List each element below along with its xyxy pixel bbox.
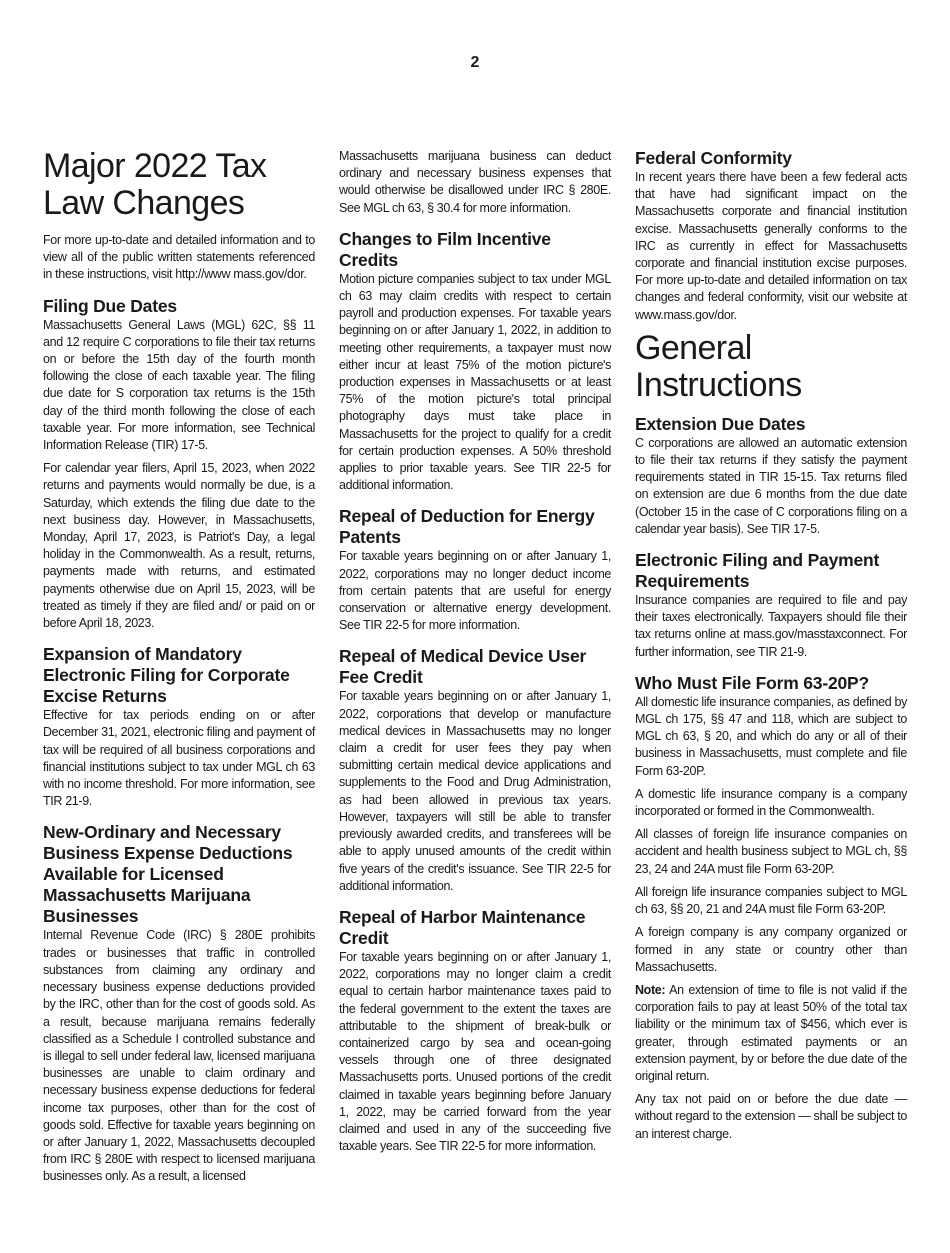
who-paragraph-3: All classes of foreign life insurance companies on accident and health business subject to MGL ch, §§ 23, 24 and 24A must file Form 63-20P. xyxy=(635,827,907,876)
marijuana-paragraph: Internal Revenue Code (IRC) § 280E prohibits trades or businesses that traffic in controlled substances from claiming any ordinary and necessary business expense deductions provided by the IRC, other than for the cost of goods sold. As a result, because marijuana remains federally classified as a Schedule I controlled substance and is illegal to sell under federal law, licensed marijuana businesses are unable to claim ordinary and necessary business expense deductions for federal income tax purposes, other than for the cost of goods sold. Effective for taxable years beginning on or after January 1, 2022, Massachusetts decoupled from IRC § 280E with respect to licensed marijuana businesses only. As a result, a licensed xyxy=(43,928,315,1184)
column-2 xyxy=(339,148,611,1161)
electronic-filing-heading: Electronic Filing and Payment Requirements xyxy=(635,550,880,592)
who-must-file-heading: Who Must File Form 63-20P? xyxy=(635,672,869,693)
federal-conformity-paragraph: In recent years there have been a few federal acts that have had significant impact on the Massachusetts corporate and financial institution excise. Massachusetts generally conforms to the IRC as currently in effect for Massachusetts corporate and financial institution excise purposes. For more up-to-date and detailed information on tax changes and federal conformity, visit our website at www.mass.gov/dor. xyxy=(635,170,907,322)
note-paragraph xyxy=(635,982,907,1085)
note-text: An extension of time to file is not valid if the corporation fails to pay at least 50% of the total tax liability or the minimum tax of $456, which ever is greater, through estimated payments or an extension payment, by or before the due date of the original return. xyxy=(635,982,907,1083)
general-instructions-title: General Instructions xyxy=(635,328,802,404)
filing-due-dates-heading: Filing Due Dates xyxy=(43,295,177,316)
harbor-paragraph: For taxable years beginning on or after January 1, 2022, corporations may no longer claim a credit equal to certain harbor maintenance taxes paid to the federal government to the extent the taxes are attributable to the shipment of break-bulk or containerized cargo by sea and ocean-going vessels through one of three designated Massachusetts ports. Unused portions of the credit claimed in taxable years beginning before January 1, 2022, may be carried forward from the year claimed and used in any of the succeeding five taxable years. See TIR 22-5 for more information. xyxy=(339,949,611,1154)
expansion-paragraph: Effective for tax periods ending on or after December 31, 2021, electronic filing and payment of tax will be required of all business corporations and financial institutions subject to tax under MGL ch 63 with no income threshold. For more information, see TIR 21-9. xyxy=(43,708,315,809)
major-changes-title: Major 2022 Tax Law Changes xyxy=(43,147,267,222)
who-paragraph-5: A foreign company is any company organized or formed in any state or country other than Massachusetts. xyxy=(635,925,907,974)
who-paragraph-1: All domestic life insurance companies, as defined by MGL ch 175, §§ 47 and 118, which are subject to MGL ch 63, § 20, and which do any or all of their business in Massachusetts, must complete and file Form 63-20P. xyxy=(635,694,907,778)
who-paragraph-4: All foreign life insurance companies subject to MGL ch 63, §§ 20, 21 and 24A must file Form 63-20P. xyxy=(635,884,907,917)
extension-due-dates-heading: Extension Due Dates xyxy=(635,413,806,434)
energy-patents-paragraph: For taxable years beginning on or after January 1, 2022, corporations may no longer deduct income from certain patents that are useful for energy conservation or alternative energy development. See TIR 22-5 for more information. xyxy=(339,549,611,633)
federal-conformity-heading: Federal Conformity xyxy=(635,148,792,168)
marijuana-continued-paragraph: Massachusetts marijuana business can deduct ordinary and necessary business expenses that would otherwise be disallowed under IRC § 280E. See MGL ch 63, § 30.4 for more information. xyxy=(339,149,611,215)
intro-paragraph: For more up-to-date and detailed information and to view all of the public written statements referenced in these instructions, visit http://www mass.gov/dor. xyxy=(43,233,315,282)
column-1 xyxy=(43,148,315,1192)
note-label: Note: xyxy=(635,982,666,997)
harbor-heading: Repeal of Harbor Maintenance Credit xyxy=(339,906,586,948)
page-number: 2 xyxy=(470,54,480,71)
expansion-heading: Expansion of Mandatory Electronic Filing for Corporate Excise Returns xyxy=(43,644,290,707)
medical-device-paragraph: For taxable years beginning on or after January 1, 2022, corporations that develop or manufacture medical devices in Massachusetts may no longer claim a credit for user fees they pay when submitting certain medical device applications and supplements to the Food and Drug Administration, as had been allowed in previous tax years. However, taxpayers will still be able to transfer previously awarded credits, and transferees will be able to apply unused amounts of the credit within five years of the credit's issuance. See TIR 22-5 for additional information. xyxy=(339,689,611,893)
electronic-filing-paragraph: Insurance companies are required to file and pay their taxes electronically. Taxpayers should file their tax returns online at mass.gov/masstaxconnect. For further information, see TIR 21-9. xyxy=(635,593,907,659)
who-paragraph-6: Any tax not paid on or before the due date — without regard to the extension — shall be subject to an interest charge. xyxy=(635,1092,907,1141)
energy-patents-heading: Repeal of Deduction for Energy Patents xyxy=(339,506,595,548)
filing-paragraph-2: For calendar year filers, April 15, 2023, when 2022 returns and payments would normally be due, is a Saturday, which extends the filing due date to the next business day. However, in Massachusetts, Monday, April 17, 2023, is Patriot's Day, a legal holiday in the Commonwealth. As a result, returns, payments made with returns, and estimated payments otherwise due on April 15, 2023, will be treated as timely if they are filed and/ or paid on or before April 18, 2023. xyxy=(43,461,315,631)
extension-paragraph: C corporations are allowed an automatic extension to file their tax returns if they satisfy the payment requirements stated in TIR 15-15. Tax returns filed on extension are due 6 months from the due date (October 15 in the case of C corporations filing on a calendar year basis). See TIR 17-5. xyxy=(635,435,907,536)
medical-device-heading: Repeal of Medical Device User Fee Credit xyxy=(339,646,587,688)
who-paragraph-2: A domestic life insurance company is a company incorporated or formed in the Commonwealth. xyxy=(635,786,907,819)
film-credits-paragraph: Motion picture companies subject to tax under MGL ch 63 may claim credits with respect to certain payroll and production expenses. For taxable years beginning on or after January 1, 2022, in addition to meeting other requirements, a taxpayer must now either incur at least 75% of the motion picture's production expenses in Massachusetts or at least 75% of the motion picture's total principal photography days must take place in Massachusetts for the project to qualify for a credit for certain production expenses. A 50% threshold applies to prior taxable years. See TIR 22-5 for additional information. xyxy=(339,271,611,493)
film-credits-heading: Changes to Film Incentive Credits xyxy=(339,228,551,270)
column-3 xyxy=(635,148,907,1149)
filing-paragraph-1: Massachusetts General Laws (MGL) 62C, §§ 11 and 12 require C corporations to file their tax returns on or before the 15th day of the fourth month following the close of each taxable year. The filing due date for S corporation tax returns is the 15th day of the third month following the close of each taxable year. For more information, see Technical Information Release (TIR) 17-5. xyxy=(43,317,315,453)
marijuana-heading: New-Ordinary and Necessary Business Expense Deductions Available for Licensed Massachusetts Marijuana Businesses xyxy=(43,822,293,927)
